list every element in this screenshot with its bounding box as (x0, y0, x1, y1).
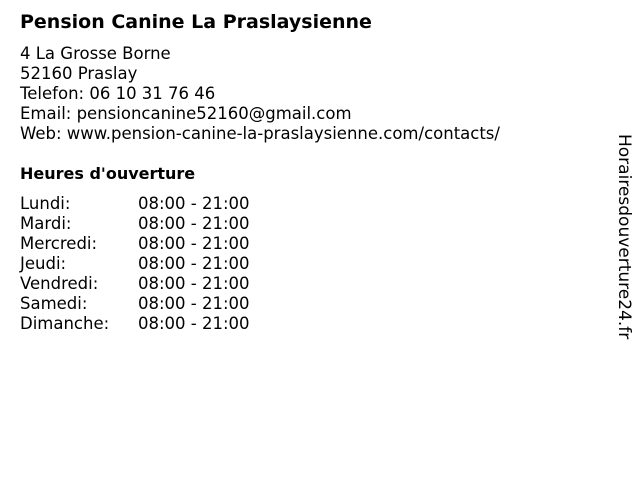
website-url: Web: www.pension-canine-la-praslaysienne.com/contacts/ (20, 124, 500, 143)
email-address: Email: pensioncanine52160@gmail.com (20, 104, 352, 123)
day-label: Lundi: (20, 194, 71, 213)
time-range: 08:00 - 21:00 (138, 194, 250, 213)
site-watermark: Horairesdouverture24.fr (614, 134, 634, 340)
day-label: Dimanche: (20, 314, 110, 333)
time-range: 08:00 - 21:00 (138, 214, 250, 233)
time-range: 08:00 - 21:00 (138, 234, 250, 253)
day-label: Vendredi: (20, 274, 99, 293)
day-label: Mercredi: (20, 234, 98, 253)
phone-number: Telefon: 06 10 31 76 46 (20, 84, 216, 103)
day-label: Samedi: (20, 294, 88, 313)
time-range: 08:00 - 21:00 (138, 274, 250, 293)
day-label: Jeudi: (20, 254, 67, 273)
opening-hours-heading: Heures d'ouverture (20, 164, 196, 183)
city-postal: 52160 Praslay (20, 64, 138, 83)
business-name: Pension Canine La Praslaysienne (20, 11, 372, 33)
day-label: Mardi: (20, 214, 72, 233)
time-range: 08:00 - 21:00 (138, 294, 250, 313)
time-range: 08:00 - 21:00 (138, 254, 250, 273)
street-address: 4 La Grosse Borne (20, 44, 171, 63)
address-block (20, 44, 500, 144)
time-range: 08:00 - 21:00 (138, 314, 250, 333)
